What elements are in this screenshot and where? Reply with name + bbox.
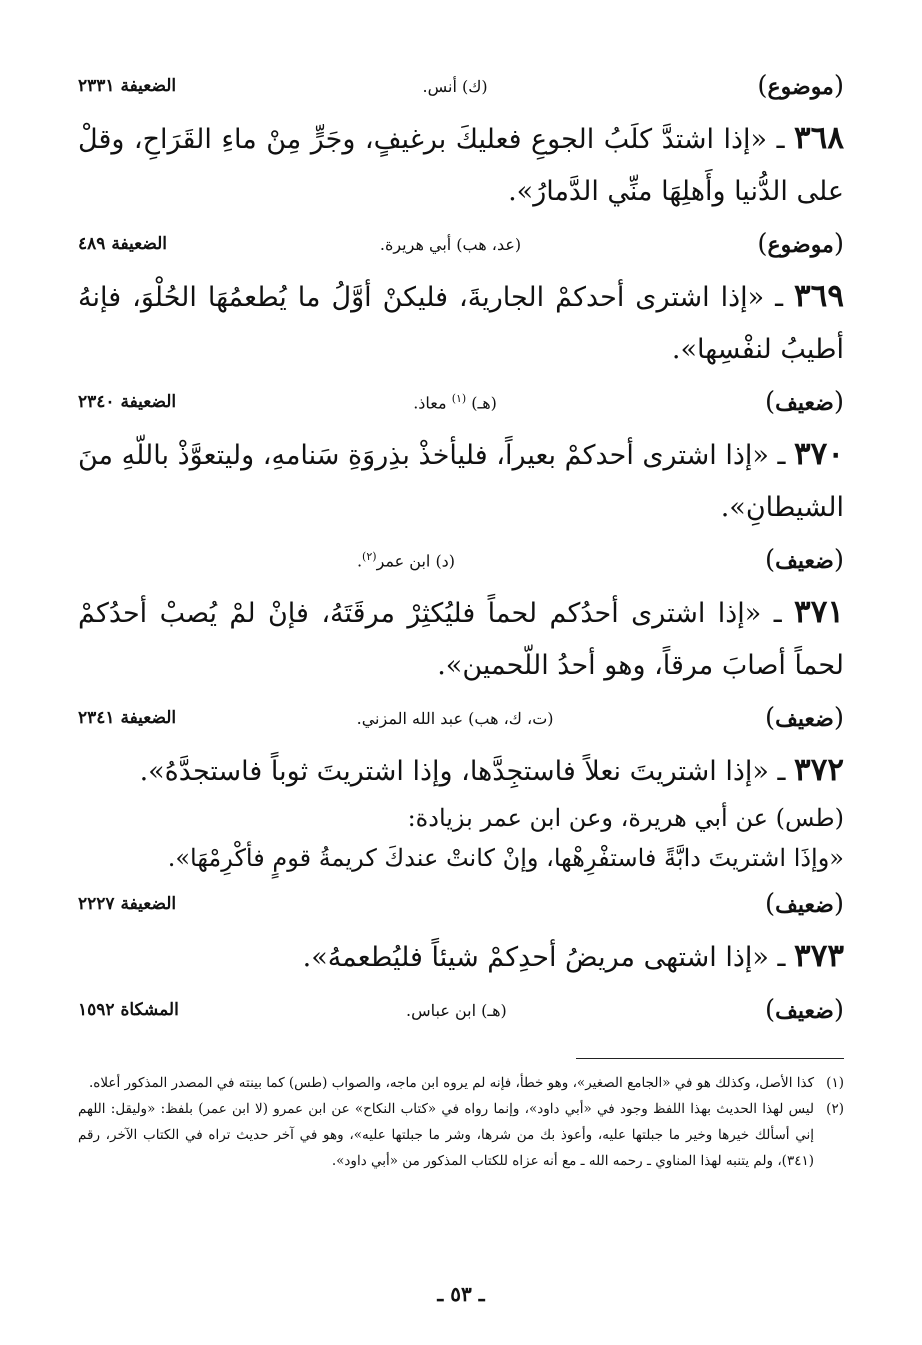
grade-label: (موضوع) [757,71,844,101]
page-number: ـ ٥٣ ـ [437,1282,485,1306]
hadith-368: ٣٦٨ ـ «إذا اشتدَّ كلَبُ الجوعِ فعليكَ برغيفٍ، وجَرٍّ مِنْ ماءِ القَرَاحِ، وقلْ على الدُّنيا وأَهلِهَا منِّي الدَّمارُ». [78,120,844,207]
source-citation: (هـ) $^{(١)}$ معاذ. [413,391,497,413]
hadith-370: ٣٧٠ ـ «إذا اشترى أحدكمْ بعيراً، فليأخذْ بذِروَةِ سَنامهِ، وليتعوَّذْ باللّهِ منَ الشيطانِ». [78,436,844,523]
footnote-number: (١) [826,1075,844,1091]
footnote-text: كذا الأصل، وكذلك هو في «الجامع الصغير»، وهو خطأ، فإنه لم يروه ابن ماجه، والصواب (طس) كما بينته في المصدر المذكور أعلاه. [89,1075,814,1091]
source-citation: (عد، هب) أبي هريرة. [379,234,522,254]
hadith-372: ٣٧٢ ـ «إذا اشتريتَ نعلاً فاستجِدَّها، وإذا اشتريتَ ثوباً فاستجدَّهُ». [139,752,844,788]
footnote-divider [576,1058,844,1059]
footnote-number: (٢) [826,1101,844,1117]
footnotes [78,1070,844,1174]
grade-label: (ضعيف) [764,545,844,575]
source-citation: (ك) أنس. [422,76,488,96]
reference: الضعيفة ٢٢٢٧ [78,894,177,914]
grade-row [78,984,844,1036]
hadith-text: «إذا اشترى أحدكمْ الجاريةَ، فليكنْ أوَّلُ ما يُطعمُهَا الحُلْوَ، فإنهُ أطيبُ لنفْسِها». [78,282,844,365]
hadith-text: «إذا اشتدَّ كلَبُ الجوعِ فعليكَ برغيفٍ، وجَرٍّ مِنْ ماءِ القَرَاحِ، وقلْ على الدُّنيا وأَهلِهَا منِّي الدَّمارُ». [78,124,844,207]
reference: المشكاة ١٥٩٢ [78,1000,179,1020]
reference: الضعيفة ٢٣٤٠ [78,392,177,412]
footnote-marker[interactable]: (٢) [362,549,377,563]
grade-row [78,218,844,270]
footnote-marker[interactable]: (١) [451,391,467,405]
hadith-text: «إذا اشترى أحدُكم لحماً فليُكثِرْ مرقَتَهُ، فإنْ لمْ يُصبْ أحدُكمْ لحماً أصابَ مرقاً، وهو أحدُ اللّحمين». [78,598,844,681]
footnote [78,1070,844,1096]
grade-label: (ضعيف) [764,995,844,1025]
hadith-text: «إذا اشتريتَ نعلاً فاستجِدَّها، وإذا اشتريتَ ثوباً فاستجدَّهُ». [139,756,769,787]
grade-label: (ضعيف) [764,387,844,417]
reference: الضعيفة ٢٣٣١ [78,76,177,96]
additional-narration-quote: «وإذَا اشتريتَ دابَّةً فاستفْرِهْها، وإنْ كانتْ عندكَ كريمةُ قومٍ فأكْرِمْهَا». [167,844,844,872]
source-citation: (ت، ك، هب) عبد الله المزني. [356,708,554,728]
reference: الضعيفة ٢٣٤١ [78,708,177,728]
hadith-text: «إذا اشترى أحدكمْ بعيراً، فليأخذْ بذِروَةِ سَنامهِ، وليتعوَّذْ باللّهِ منَ الشيطانِ». [78,440,844,523]
reference: الضعيفة ٤٨٩ [78,234,168,254]
additional-narration-line: (طس) عن أبي هريرة، وعن ابن عمر بزيادة: [407,804,844,832]
source-citation: (هـ) ابن عباس. [406,1000,507,1020]
hadith-number: ٣٧٣ [794,938,844,974]
grade-row [78,376,844,428]
hadith-text: «إذا اشتهى مريضُ أحدِكمْ شيئاً فليُطعمهُ». [302,942,769,973]
source-citation: (د) ابن عمر$^{(٢)}$. [356,549,456,571]
hadith-number: ٣٧١ [794,594,844,630]
hadith-number: ٣٦٩ [794,278,844,314]
footnote [78,1096,844,1174]
hadith-371: ٣٧١ ـ «إذا اشترى أحدُكم لحماً فليُكثِرْ مرقَتَهُ، فإنْ لمْ يُصبْ أحدُكمْ لحماً أصابَ مرقاً، وهو أحدُ اللّحمين». [78,594,844,681]
footnote-text: ليس لهذا الحديث بهذا اللفظ وجود في «أبي داود»، وإنما رواه في «كتاب النكاح» عن ابن عمرو (لا ابن عمر) بلفظ: «وليقل: اللهم إني أسألك خيرها وخير ما جبلتها عليه، وأعوذ بك من شرها، وشر ما جبلتها عليه»، وهو في آخر حديث تراه في الكتاب الآخر، رقم (٣٤١)، ولم يتنبه لهذا المناوي ـ رحمه الله ـ مع أنه عزاه للكتاب المذكور من «أبي داود». [78,1101,814,1169]
grade-row [78,60,844,112]
grade-row [78,692,844,744]
hadith-369: ٣٦٩ ـ «إذا اشترى أحدكمْ الجاريةَ، فليكنْ أوَّلُ ما يُطعمُهَا الحُلْوَ، فإنهُ أطيبُ لنفْسِها». [78,278,844,365]
hadith-373: ٣٧٣ ـ «إذا اشتهى مريضُ أحدِكمْ شيئاً فليُطعمهُ». [302,938,844,974]
grade-label: (موضوع) [757,229,844,259]
grade-row [78,878,844,930]
hadith-number: ٣٦٨ [794,120,844,156]
hadith-number: ٣٧٢ [794,752,844,788]
grade-label: (ضعيف) [764,703,844,733]
hadith-number: ٣٧٠ [794,436,844,472]
grade-row [78,534,844,586]
grade-label: (ضعيف) [764,889,844,919]
